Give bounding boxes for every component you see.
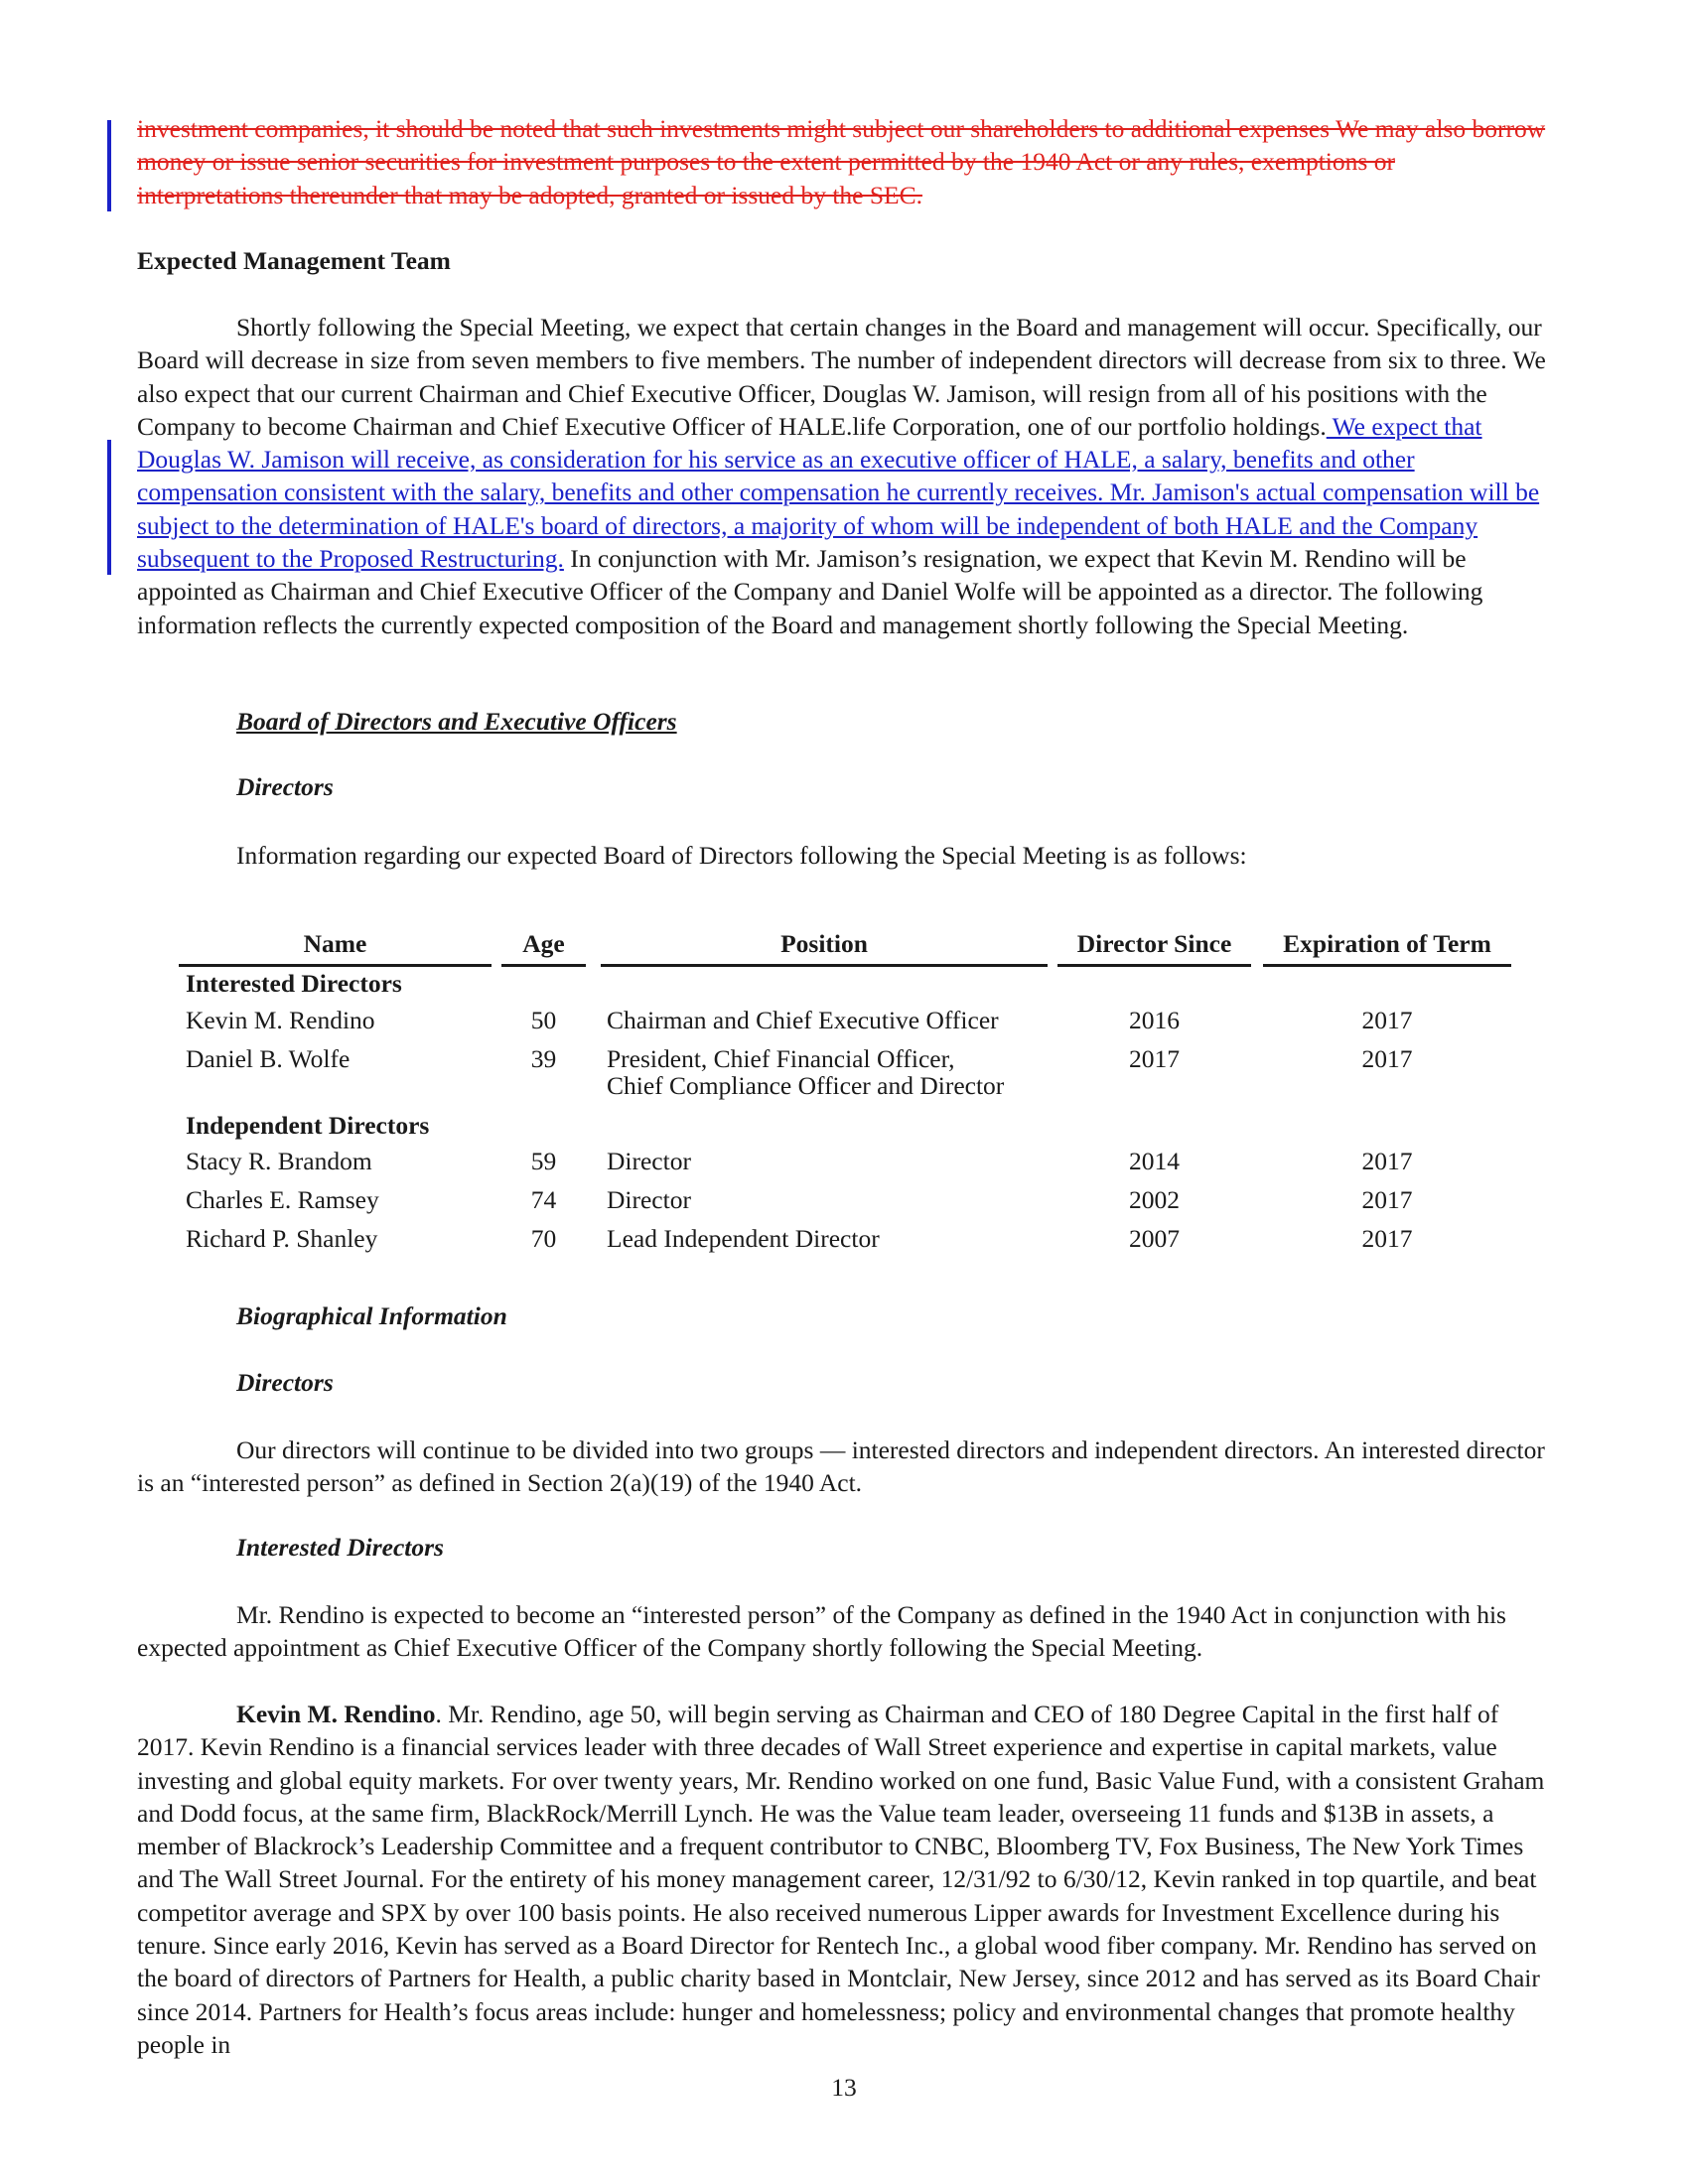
- rendino-interested-paragraph: Mr. Rendino is expected to become an “interested person” of the Company as defined in the 1940 Act in conjunction with his expected appointment as Chief Executive Officer of the Company shortly following the Special Meeting.: [137, 1600, 1506, 1663]
- subheading-interested-directors: Interested Directors: [236, 1533, 444, 1562]
- paragraph-text: Shortly following the Special Meeting, we expect that certain changes in the Board and management will occur. Specifically, our Board will decrease in size from seven members to five members. The number of independent directors will decrease from six to three. We also expect that our current Chairman and Chief Executive Officer, Douglas W. Jamison, will resign from all of his positions with the Company to become Chairman and Chief Executive Officer of HALE.life Corporation, one of our portfolio holdings.: [137, 313, 1546, 441]
- cell-director-since: 2016: [1129, 1006, 1180, 1034]
- cell-expiration: 2017: [1361, 1224, 1413, 1253]
- cell-age: 39: [530, 1044, 557, 1073]
- bio-text: . Mr. Rendino, age 50, will begin serving as Chairman and CEO of 180 Degree Capital in the first half of 2017. Kevin Rendino is a financial services leader with three decades of Wall Street experience and expertise in capital markets, value investing and global equity markets. For over twenty years, Mr. Rendino worked on one fund, Basic Value Fund, with a consistent Graham and Dodd focus, at the same firm, BlackRock/Merrill Lynch. He was the Value team leader, overseeing 11 funds and $13B in assets, a member of Blackrock’s Leadership Committee and a frequent contributor to CNBC, Bloomberg TV, Fox Business, The New York Times and The Wall Street Journal. For the entirety of his money management career, 12/31/92 to 6/30/12, Kevin ranked in top quartile, and beat competitor average and SPX by over 100 basis points. He also received numerous Lipper awards for Investment Excellence during his tenure. Since early 2016, Kevin has served as a Board Director for Rentech Inc., a global wood fiber company. Mr. Rendino has served on the board of directors of Partners for Health, a public charity based in Montclair, New Jersey, since 2012 and has served as its Board Chair since 2014. Partners for Health’s focus areas include: hunger and homelessness; policy and environmental changes that promote healthy people in: [137, 1700, 1545, 2059]
- cell-name: Charles E. Ramsey: [186, 1185, 379, 1214]
- bio-name: Kevin M. Rendino: [236, 1700, 436, 1728]
- cell-name: Richard P. Shanley: [186, 1224, 378, 1253]
- cell-name: Kevin M. Rendino: [186, 1006, 375, 1034]
- cell-position: President, Chief Financial Officer,: [607, 1044, 955, 1073]
- inserted-text: We expect that Douglas W. Jamison will receive, as consideration for his service as an executive officer of HALE, a salary, benefits and other compensation consistent with the salary, benefits and other compensation he currently receives. Mr. Jamison's actual compensation will be subject to the determination of HALE's board of directors, a majority of whom will be independent of both HALE and the Company subsequent to the Proposed Restructuring.: [137, 411, 1540, 574]
- cell-position: Director: [607, 1147, 691, 1175]
- header-rule: [601, 964, 1048, 967]
- cell-position: Director: [607, 1185, 691, 1214]
- cell-expiration: 2017: [1361, 1006, 1413, 1034]
- group-label-independent: Independent Directors: [186, 1111, 430, 1140]
- management-paragraph: [137, 311, 1547, 641]
- header-rule: [1057, 964, 1251, 967]
- cell-age: 50: [530, 1006, 557, 1034]
- column-header-director-since: Director Since: [1076, 929, 1232, 958]
- subheading-directors: Directors: [236, 772, 334, 801]
- cell-age: 74: [530, 1185, 557, 1214]
- cell-director-since: 2002: [1129, 1185, 1180, 1214]
- cell-age: 70: [530, 1224, 557, 1253]
- cell-expiration: 2017: [1361, 1147, 1413, 1175]
- paragraph-text: In conjunction with Mr. Jamison’s resignation, we expect that Kevin M. Rendino will be appointed as Chairman and Chief Executive Officer of the Company and Daniel Wolfe will be appointed as a director. The following information reflects the currently expected composition of the Board and management shortly following the Special Meeting.: [137, 544, 1483, 639]
- column-header-age: Age: [522, 929, 565, 958]
- deleted-paragraph: [137, 112, 1547, 211]
- groups-paragraph: Our directors will continue to be divided into two groups — interested directors and independent directors. An interested director is an “interested person” as defined in Section 2(a)(19) of the 1940 Act.: [137, 1435, 1545, 1498]
- page-number: 13: [831, 2073, 857, 2102]
- cell-director-since: 2007: [1129, 1224, 1180, 1253]
- cell-position: Chairman and Chief Executive Officer: [607, 1006, 999, 1034]
- rendino-bio-paragraph: [137, 1698, 1547, 2061]
- subheading-directors: Directors: [236, 1368, 334, 1397]
- cell-position-line2: Chief Compliance Officer and Director: [607, 1071, 1005, 1100]
- header-rule: [1263, 964, 1511, 967]
- revision-change-bar: [107, 440, 111, 575]
- column-header-expiration: Expiration of Term: [1283, 929, 1491, 958]
- cell-director-since: 2017: [1129, 1044, 1180, 1073]
- revision-change-bar: [107, 120, 111, 211]
- deleted-text: investment companies, it should be noted that such investments might subject our shareholders to additional expenses We may also borrow money or issue senior securities for investment purposes to the extent permitted by the 1940 Act or any rules, exemptions or interpretations thereunder that may be adopted, granted or issued by the SEC.: [137, 114, 1546, 209]
- cell-director-since: 2014: [1129, 1147, 1180, 1175]
- cell-position: Lead Independent Director: [607, 1224, 880, 1253]
- cell-expiration: 2017: [1361, 1185, 1413, 1214]
- subheading-board: Board of Directors and Executive Officers: [236, 707, 677, 736]
- group-label-interested: Interested Directors: [186, 969, 402, 998]
- cell-expiration: 2017: [1361, 1044, 1413, 1073]
- cell-name: Daniel B. Wolfe: [186, 1044, 351, 1073]
- header-rule: [501, 964, 586, 967]
- cell-age: 59: [530, 1147, 557, 1175]
- cell-name: Stacy R. Brandom: [186, 1147, 372, 1175]
- subheading-biographical: Biographical Information: [236, 1301, 507, 1330]
- section-heading-management: Expected Management Team: [137, 246, 451, 275]
- column-header-position: Position: [780, 929, 868, 958]
- header-rule: [179, 964, 492, 967]
- column-header-name: Name: [303, 929, 367, 958]
- board-info-line: Information regarding our expected Board of Directors following the Special Meeting is as follows:: [236, 841, 1247, 870]
